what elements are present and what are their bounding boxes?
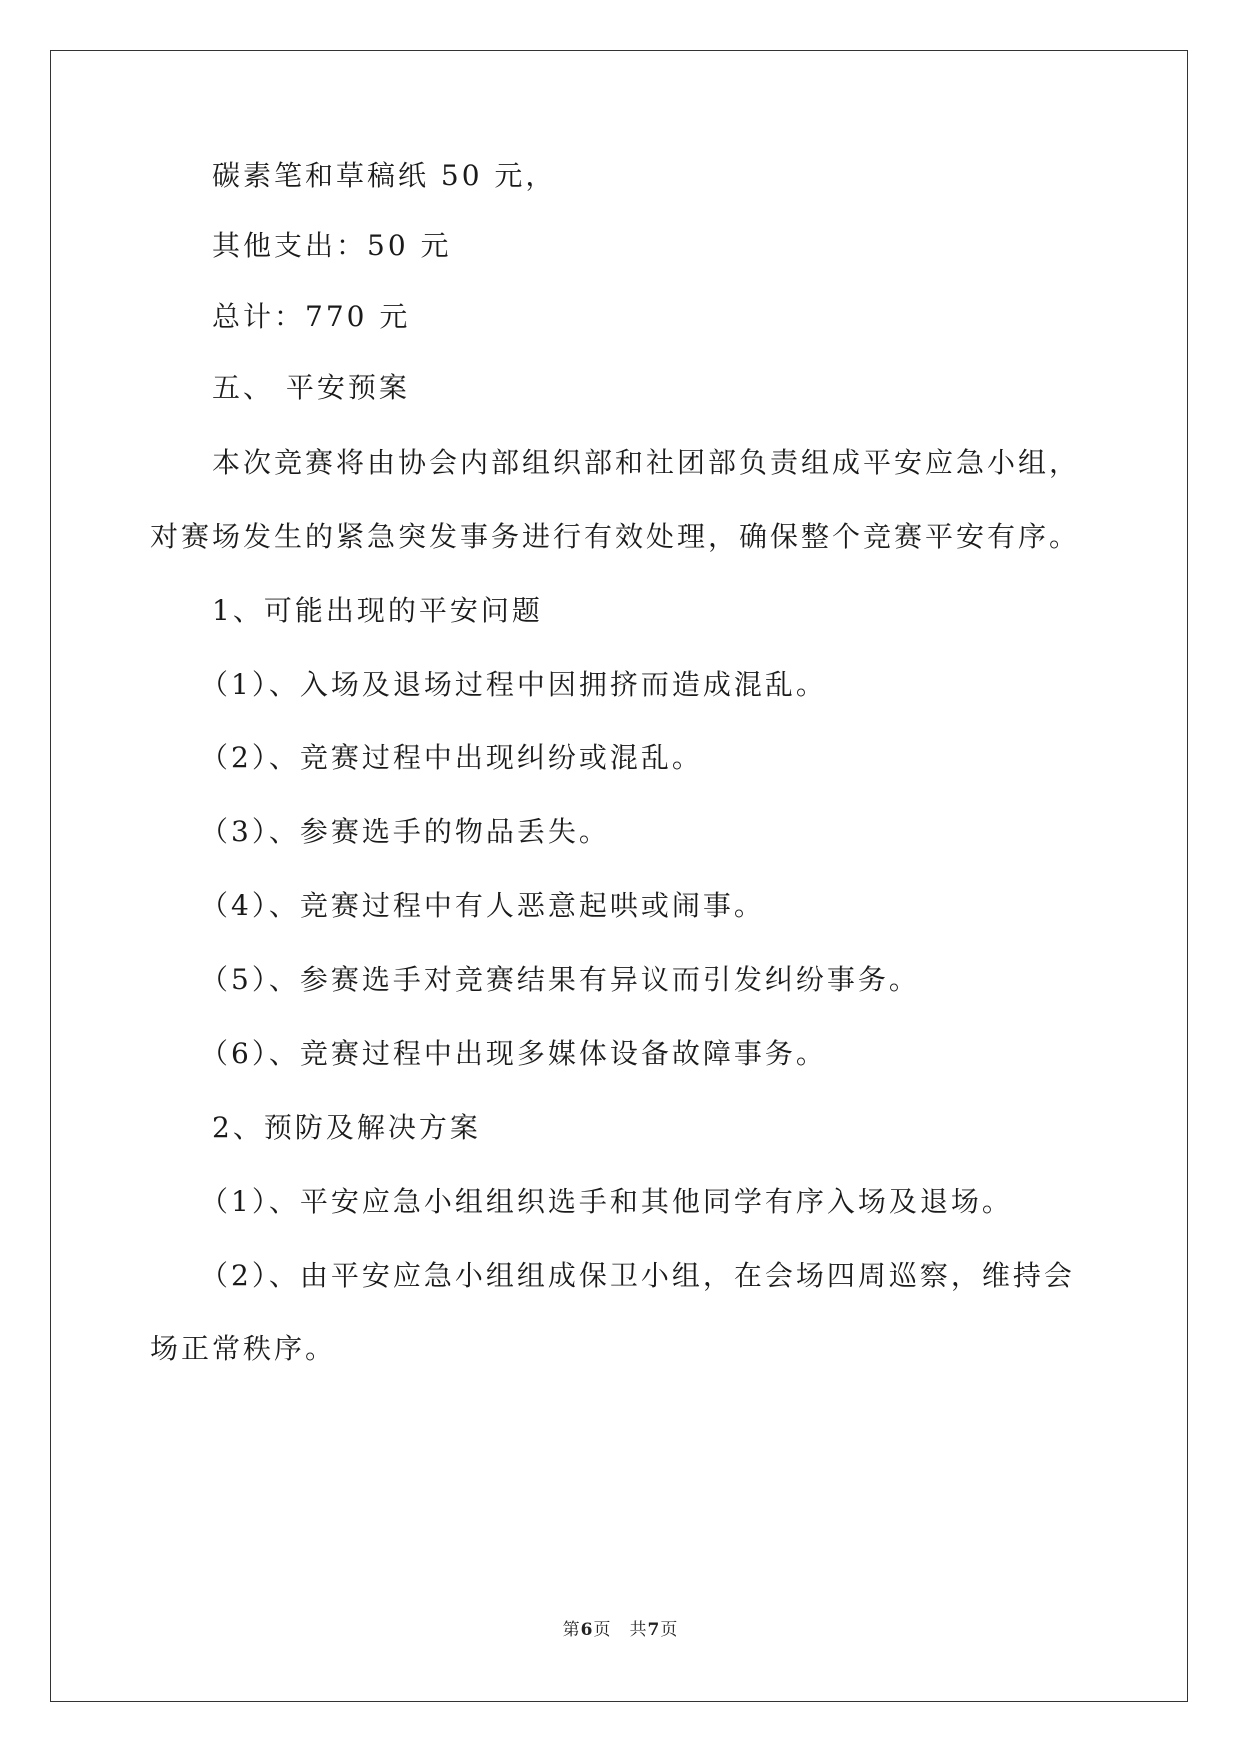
list-item: （2）、由平安应急小组组成保卫小组，在会场四周巡察，维持会 <box>200 1259 1075 1292</box>
list-item: （5）、参赛选手对竞赛结果有异议而引发纠纷事务。 <box>200 963 920 996</box>
budget-line-pens: 碳素笔和草稿纸 50 元， <box>212 159 557 192</box>
section-heading-safety-plan: 五、 平安预案 <box>212 371 410 404</box>
list-item: （6）、竞赛过程中出现多媒体设备故障事务。 <box>200 1037 827 1070</box>
list-item-continuation: 场正常秩序。 <box>150 1332 337 1365</box>
list-item: （2）、竞赛过程中出现纠纷或混乱。 <box>200 741 703 774</box>
subheading-prevention: 2、预防及解决方案 <box>212 1111 481 1144</box>
current-page-number: 6 <box>580 1620 594 1640</box>
footer-suffix: 页 <box>660 1620 679 1640</box>
total-pages-number: 7 <box>647 1620 661 1640</box>
list-item: （1）、入场及退场过程中因拥挤而造成混乱。 <box>200 668 827 701</box>
list-item: （3）、参赛选手的物品丢失。 <box>200 815 610 848</box>
list-item: （1）、平安应急小组组织选手和其他同学有序入场及退场。 <box>200 1185 1013 1218</box>
budget-line-total: 总计：770 元 <box>212 300 411 333</box>
list-item: （4）、竞赛过程中有人恶意起哄或闹事。 <box>200 889 765 922</box>
paragraph-line: 本次竞赛将由协会内部组织部和社团部负责组成平安应急小组， <box>212 446 1081 479</box>
budget-line-other: 其他支出：50 元 <box>212 229 452 262</box>
footer-prefix: 第 <box>562 1620 581 1640</box>
paragraph-line: 对赛场发生的紧急突发事务进行有效处理，确保整个竞赛平安有序。 <box>150 520 1081 553</box>
subheading-possible-issues: 1、可能出现的平安问题 <box>212 594 543 627</box>
page-number-footer <box>0 1620 1241 1640</box>
footer-mid: 页 共 <box>593 1620 648 1640</box>
page-border <box>50 50 1188 1702</box>
